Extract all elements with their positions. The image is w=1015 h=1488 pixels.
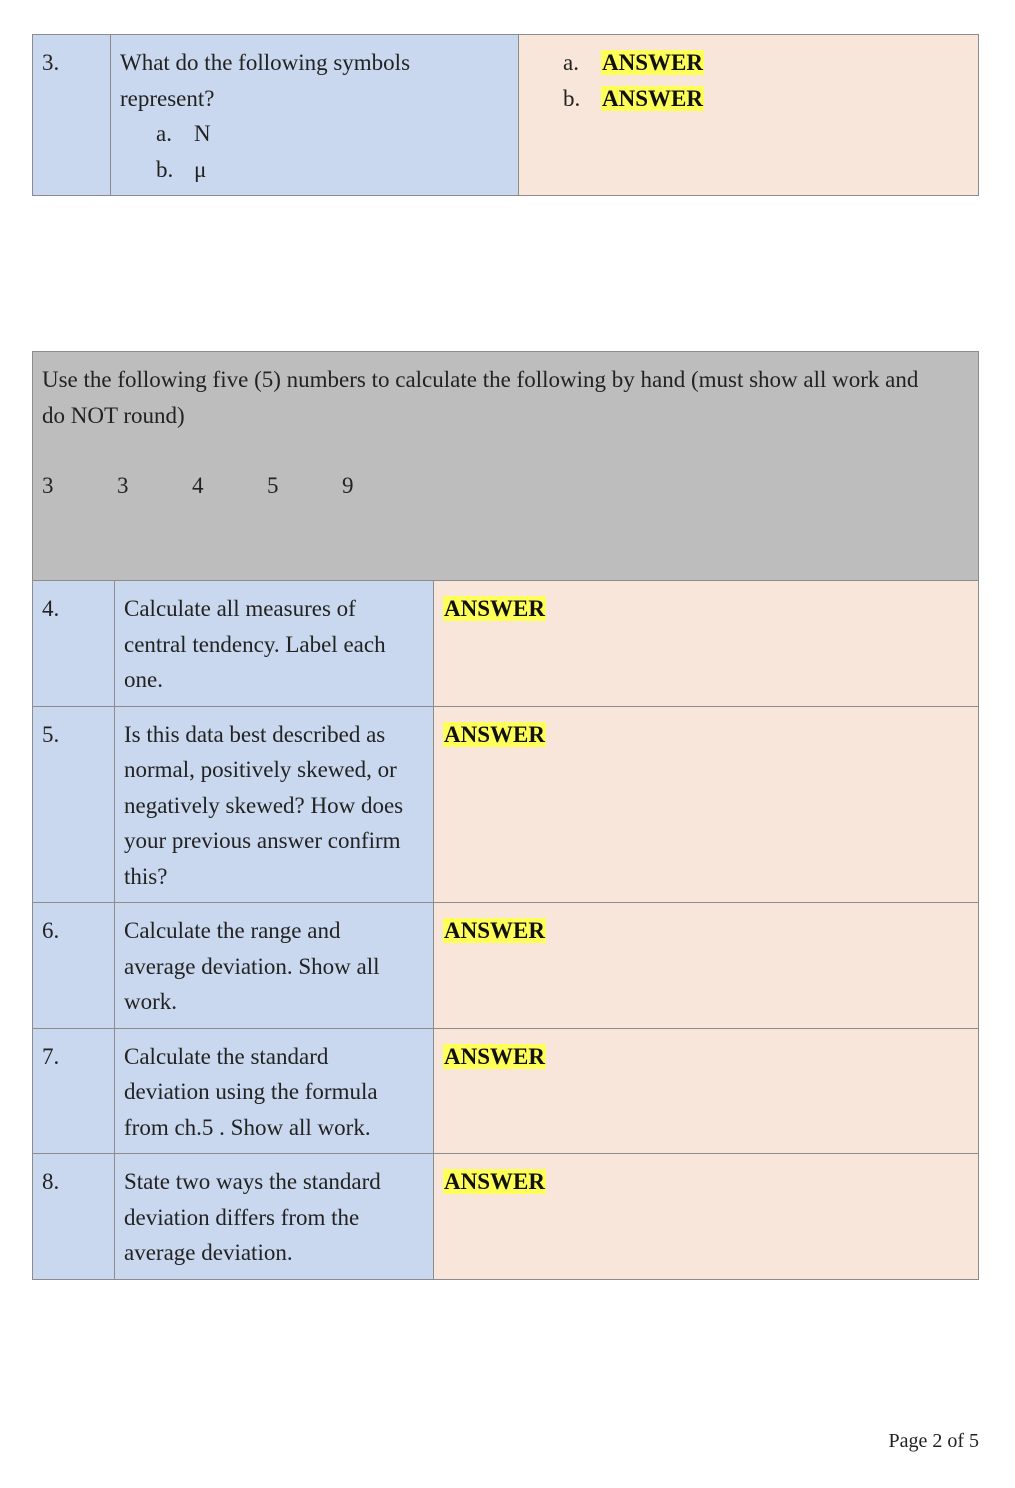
answer-placeholder[interactable]: ANSWER: [444, 1043, 545, 1069]
instructions-line: Use the following five (5) numbers to calculate the following by hand (must show all work and: [42, 367, 919, 392]
table-row: [33, 1028, 979, 1154]
answer-cell[interactable]: [434, 581, 979, 707]
answer-cell[interactable]: [434, 706, 979, 903]
question-line: represent?: [120, 85, 215, 111]
number-value: 3: [117, 473, 129, 498]
answer-cell[interactable]: [519, 35, 979, 196]
number-value: 3: [42, 473, 54, 498]
answer-cell[interactable]: [434, 903, 979, 1029]
table-row: [33, 581, 979, 707]
question-line: What do the following symbols: [120, 50, 411, 75]
question-number: 7.: [33, 1028, 115, 1154]
answer-placeholder[interactable]: ANSWER: [444, 721, 545, 747]
table-row: [33, 903, 979, 1029]
question-number: 4.: [33, 581, 115, 707]
answer-placeholder[interactable]: ANSWER: [602, 85, 703, 111]
number-value: 5: [267, 473, 279, 498]
intro-row: [33, 352, 979, 581]
table-row: [33, 35, 979, 196]
answer-placeholder[interactable]: ANSWER: [602, 50, 703, 75]
answer-cell[interactable]: [434, 1028, 979, 1154]
instructions-cell: [33, 352, 979, 581]
page-number: Page 2 of 5: [888, 1430, 979, 1452]
question-text: Calculate the range and average deviation. Show all work.: [115, 903, 434, 1029]
questions-table: [32, 351, 979, 1280]
question-text: State two ways the standard deviation differs from the average deviation.: [115, 1154, 434, 1280]
answer-item: b. ANSWER: [563, 85, 703, 111]
answer-item: a. ANSWER: [563, 50, 703, 75]
symbol-item: b. μ: [156, 156, 207, 182]
question-text: Is this data best described as normal, positively skewed, or negatively skewed? How does your previous answer confirm this?: [115, 706, 434, 903]
answer-placeholder[interactable]: ANSWER: [444, 1169, 545, 1194]
answer-cell[interactable]: [434, 1154, 979, 1280]
symbol-item: a. N: [156, 121, 211, 146]
number-value: 4: [192, 473, 204, 498]
instructions-line: do NOT round): [42, 402, 185, 428]
question-number: 8.: [33, 1154, 115, 1280]
question-number: 5.: [33, 706, 115, 903]
number-list: [42, 468, 978, 504]
question-3-table: [32, 34, 979, 196]
question-text: [111, 35, 519, 196]
number-value: 9: [342, 473, 354, 498]
answer-placeholder[interactable]: ANSWER: [444, 918, 545, 943]
table-row: [33, 706, 979, 903]
table-row: [33, 1154, 979, 1280]
question-number: 6.: [33, 903, 115, 1029]
question-text: Calculate all measures of central tendency. Label each one.: [115, 581, 434, 707]
question-number: 3.: [33, 35, 111, 196]
answer-placeholder[interactable]: ANSWER: [444, 596, 545, 621]
question-text: Calculate the standard deviation using the formula from ch.5 . Show all work.: [115, 1028, 434, 1154]
